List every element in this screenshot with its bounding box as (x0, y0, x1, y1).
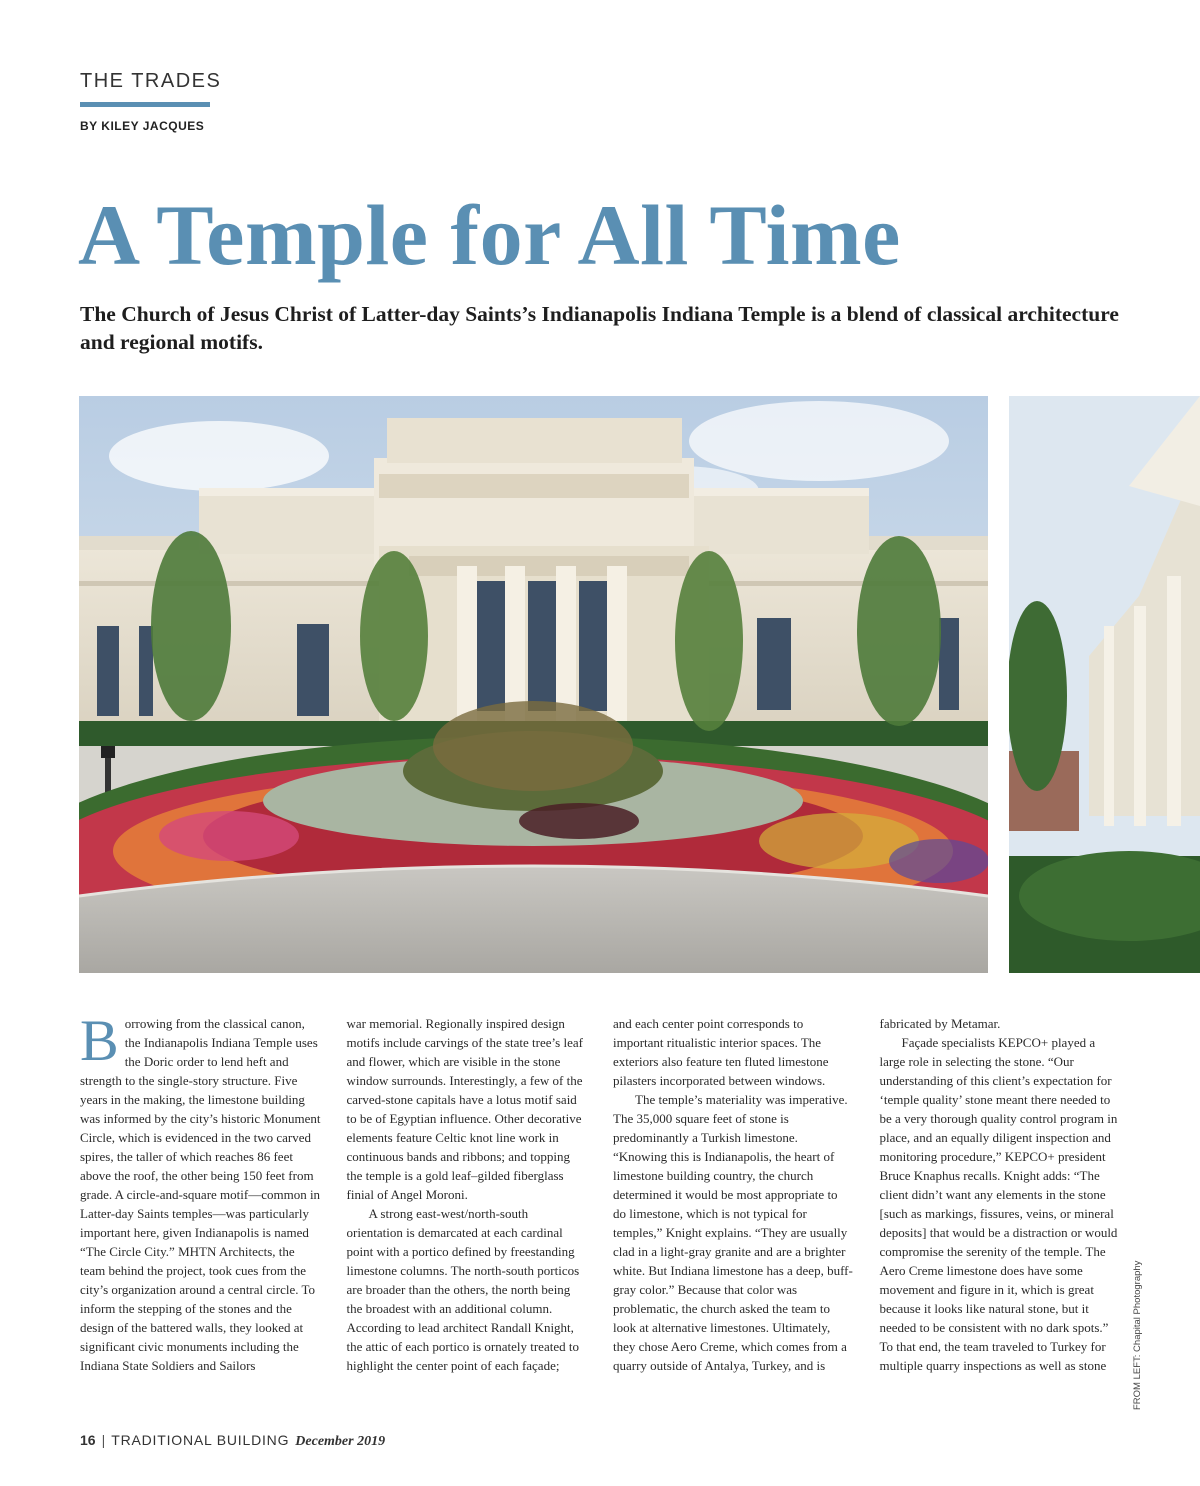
publication-name: TRADITIONAL BUILDING (111, 1432, 290, 1448)
byline: BY KILEY JACQUES (80, 119, 205, 133)
paragraph: fabricated by Metamar. (879, 1016, 1001, 1031)
section-label: THE TRADES (80, 70, 222, 92)
article-deck: The Church of Jesus Christ of Latter-day Saints’s Indianapolis Indiana Temple is a blend of classical architecture and regional motifs. (80, 302, 1119, 354)
paragraph: Façade specialists KEPCO+ played a large role in selecting the stone. “Our understanding of this client’s expectation for ‘temple quality’ stone meant there needed to be a very thorough quality control program in place, and an equally diligent inspection and monitoring procedure,” KEPCO+ president Bruce Knaphus recalls. Knight adds: “The client didn’t want any elements in the stone [such as markings, fissures, veins, or mineral deposits] that would be a distraction or would compromise the serenity of the temple. The Aero Creme limestone does have some movement and figure in it, which is great because it looks like natural stone, but it needed to be consistent with no dark spots.” To that end, the team traveled to Turkey for multiple quarry inspections as well as stone (879, 1035, 1118, 1373)
temple-photo-main (79, 396, 988, 973)
issue-date: December 2019 (295, 1434, 386, 1449)
photo-credit: FROM LEFT: Chapital Photography (1132, 1260, 1143, 1410)
body-column-4 (880, 1014, 1121, 1375)
paragraph: orrowing from the classical canon, the Indianapolis Indiana Temple uses the Doric order to lend heft and strength to the single-story structure. Five years in the making, the limestone building was informed by the city’s historic Monument Circle, which is evidenced in the two carved spires, the taller of which reaches 86 feet above the roof, the other being 150 feet from grade. A circle-and-square motif—common in Latter-day Saints temples—was particularly important here, given Indianapolis is named “The Circle City.” MHTN Architects, the team behind the project, took cues from the city’s organization around a central circle. To inform the stepping of the stones and the design of the battered walls, they looked at significant civic monuments including the Indiana State Soldiers and Sailors (80, 1016, 321, 1373)
section-rule (80, 102, 210, 107)
paragraph: A strong east-west/north-south orientation is demarcated at each cardinal point with a portico defined by freestanding limestone columns. The north-south porticos are broader than the others, the north being the broadest with an additional column. According to lead architect Randall Knight, the attic of each portico is ornately treated to highlight the center point of each façade; (346, 1206, 580, 1373)
footer-separator: | (101, 1432, 106, 1448)
body-column-1 (80, 1008, 321, 1375)
paragraph: The temple’s materiality was imperative. The 35,000 square feet of stone is predominantly a Turkish limestone. “Knowing this is Indianapolis, the heart of limestone building country, the church determined it would be most appropriate to do limestone, which is not typical for temples,” Knight explains. “They are usually clad in a light-gray granite and are a brighter white. But Indiana limestone has a deep, buff-gray color.” Because that color was problematic, the church asked the team to look at alternative limestones. Ultimately, they chose Aero Creme, which comes from a quarry outside of Antalya, Turkey, and is (613, 1092, 853, 1373)
body-column-3 (613, 1014, 854, 1375)
paragraph: war memorial. Regionally inspired design motifs include carvings of the state tree’s leaf and flower, which are visible in the stone window surrounds. Interestingly, a few of the carved-stone capitals have a lotus motif said to be of Egyptian influence. Other decorative elements feature Celtic knot line work in continuous bands and ribbons; and topping the temple is a gold leaf–gilded fiberglass finial of Angel Moroni. (346, 1016, 583, 1202)
article-body (80, 1008, 1120, 1375)
paragraph: and each center point corresponds to important ritualistic interior spaces. The exteriors also feature ten fluted limestone pilasters incorporated between windows. (613, 1016, 829, 1088)
drop-cap: B (80, 1008, 119, 1073)
page-footer (80, 1432, 385, 1450)
article-title: A Temple for All Time (78, 187, 901, 283)
temple-photo-side (1009, 396, 1200, 973)
page-number: 16 (80, 1432, 96, 1448)
body-column-2 (347, 1014, 588, 1375)
